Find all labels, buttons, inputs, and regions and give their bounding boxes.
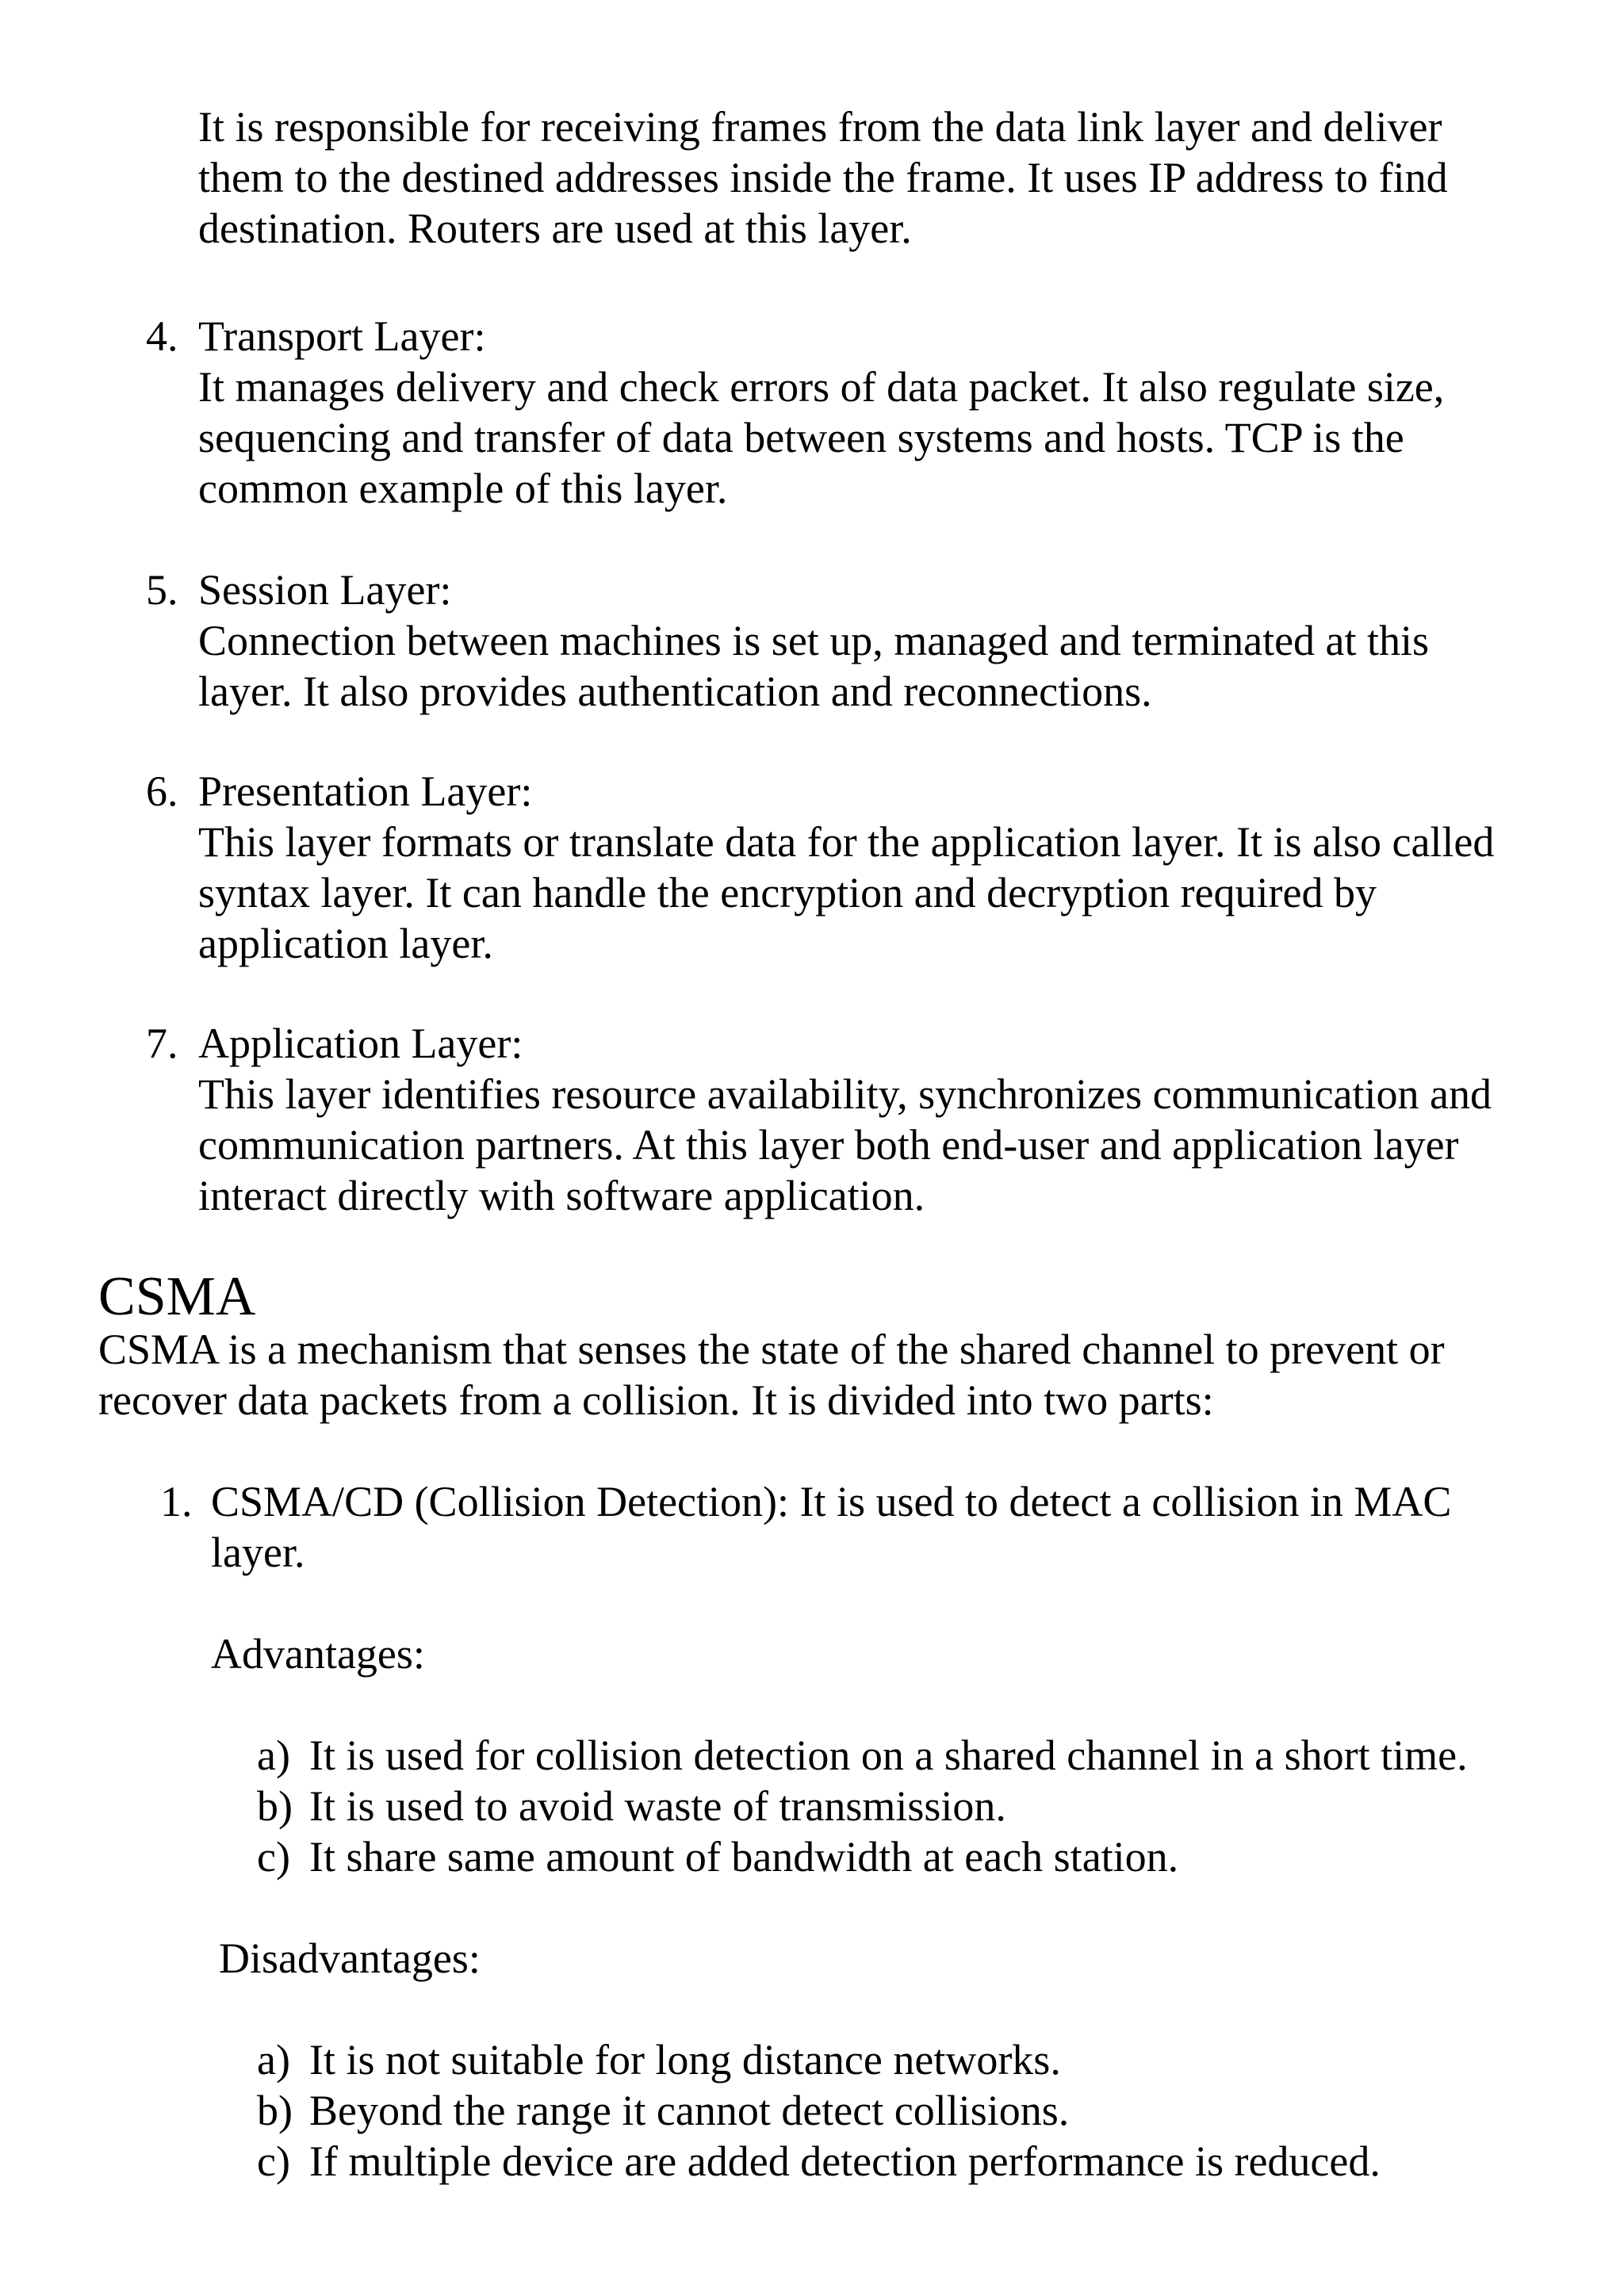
layer-title: Transport Layer:: [198, 312, 486, 360]
list-item: [257, 2085, 1605, 2136]
list-item-text: Beyond the range it cannot detect collisions.: [309, 2087, 1070, 2134]
list-item: [257, 1730, 1605, 1781]
list-item: [257, 2034, 1605, 2085]
layer-title: Presentation Layer:: [198, 767, 533, 815]
list-item-text: It is not suitable for long distance networks.: [309, 2036, 1061, 2084]
list-item: [257, 2136, 1605, 2187]
list-letter: b): [257, 2087, 293, 2134]
layer-description: Connection between machines is set up, managed and terminated at this layer. It also provides authentication and reconnections.: [198, 617, 1430, 715]
list-letter: a): [257, 2036, 290, 2084]
list-number: 5.: [146, 566, 178, 614]
layer-description: This layer formats or translate data for the application layer. It is also called syntax layer. It can handle the encryption and decryption required by application layer.: [198, 818, 1495, 967]
layer-title: Session Layer:: [198, 566, 452, 614]
list-number: 1.: [160, 1478, 193, 1525]
list-number: 7.: [146, 1020, 178, 1067]
layer-description: This layer identifies resource availability, synchronizes communication and communication partners. At this layer both end-user and application layer interact directly with software application.: [198, 1070, 1492, 1219]
list-letter: c): [257, 2137, 290, 2185]
list-item: [257, 1831, 1605, 1882]
csma-cd-description: CSMA/CD (Collision Detection): It is used to detect a collision in MAC layer.: [211, 1478, 1452, 1576]
disadvantages-list: [257, 2034, 1605, 2187]
list-item-text: It is used for collision detection on a shared channel in a short time.: [309, 1732, 1468, 1779]
list-number: 6.: [146, 767, 178, 815]
layer-description: It manages delivery and check errors of data packet. It also regulate size, sequencing and transfer of data between systems and hosts. TCP is the common example of this layer.: [198, 363, 1445, 512]
list-letter: a): [257, 1732, 290, 1779]
list-item: [257, 1781, 1605, 1831]
disadvantages-label: Disadvantages:: [219, 1934, 481, 1982]
list-letter: c): [257, 1833, 290, 1881]
list-item-text: It is used to avoid waste of transmission.: [309, 1782, 1006, 1830]
network-layer-description: It is responsible for receiving frames from the data link layer and deliver them to the destined addresses inside the frame. It uses IP address to find destination. Routers are used at this layer.: [198, 103, 1448, 252]
list-item-text: If multiple device are added detection performance is reduced.: [309, 2137, 1381, 2185]
advantages-list: [257, 1730, 1605, 1882]
list-item-text: It share same amount of bandwidth at each station.: [309, 1833, 1179, 1881]
section-heading-csma: CSMA: [98, 1266, 256, 1327]
csma-intro-paragraph: CSMA is a mechanism that senses the state of the shared channel to prevent or recover data packets from a collision. It is divided into two parts:: [98, 1326, 1445, 1424]
list-letter: b): [257, 1782, 293, 1830]
list-number: 4.: [146, 312, 178, 360]
layer-title: Application Layer:: [198, 1020, 523, 1067]
advantages-label: Advantages:: [211, 1630, 425, 1678]
